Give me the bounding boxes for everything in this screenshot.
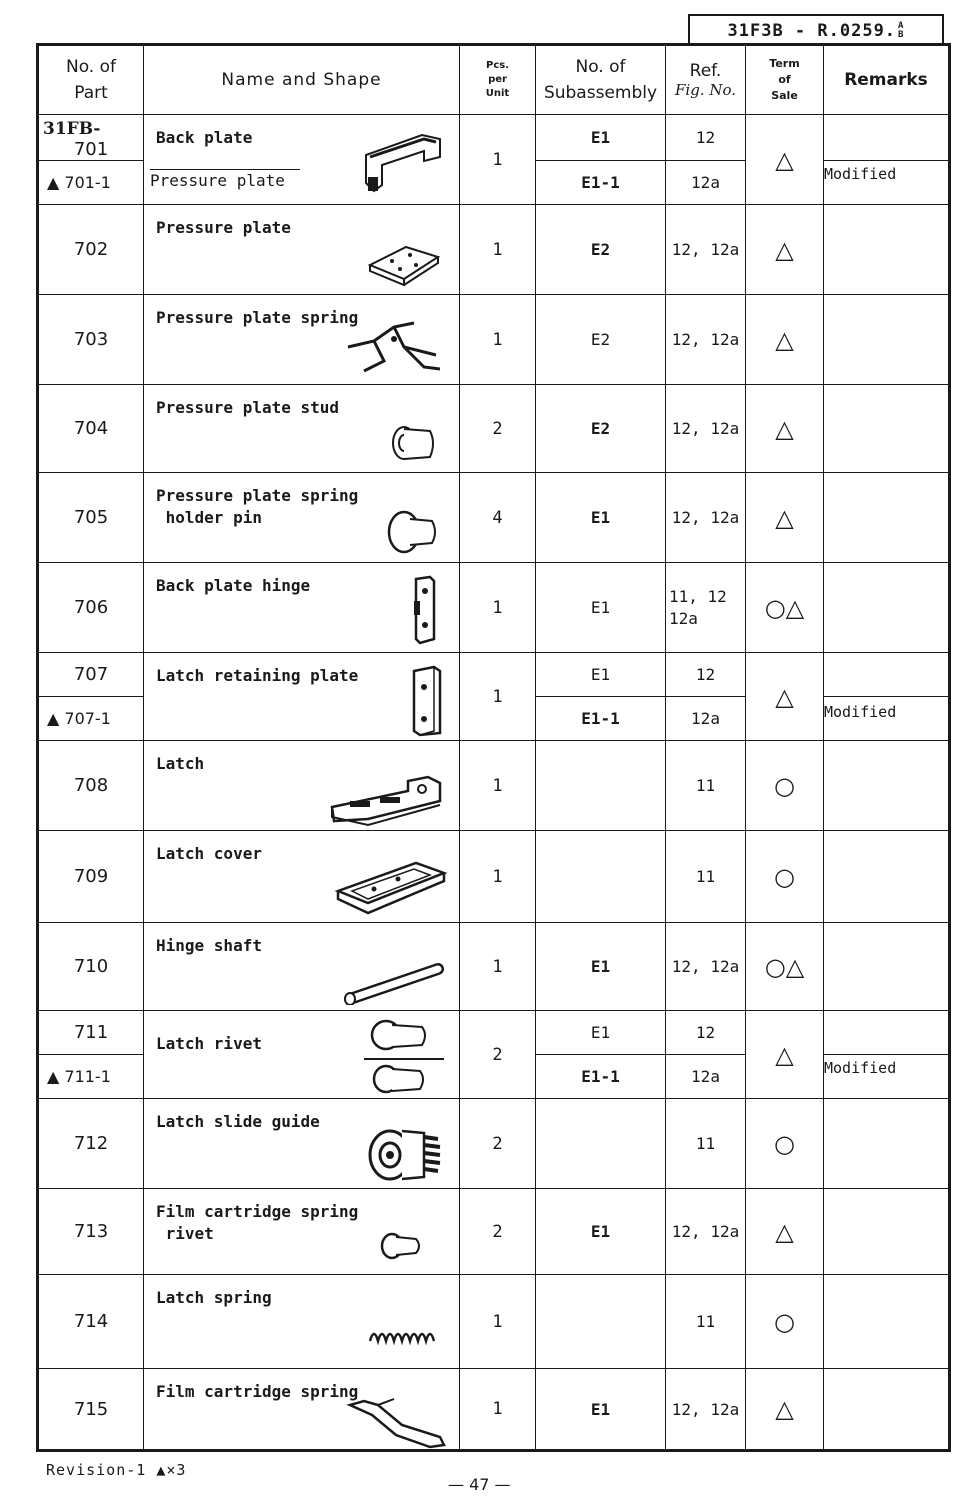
ref-fig: 11 [666,741,746,831]
part-name: Latch retaining plate [156,666,359,685]
part-number: 707 [38,653,144,697]
coil-spring-icon [368,1327,440,1347]
part-name: Latch [156,754,205,773]
part-name-cell [144,1189,460,1275]
pressure-plate-icon [366,243,442,287]
term-of-sale: △ [746,1189,824,1275]
pcs-per-unit: 1 [460,1275,536,1369]
subassembly [536,1099,666,1189]
table-row [38,1275,950,1369]
table-row [38,831,950,923]
remarks [824,653,950,697]
part-name: Latch rivet [156,1034,262,1053]
ref-fig: 11 [666,1099,746,1189]
term-of-sale: △ [746,653,824,741]
remarks [824,923,950,1011]
part-name-cell [144,205,460,295]
part-name-cell [144,295,460,385]
subassembly: E1 [536,1369,666,1451]
header-subassembly: No. of Subassembly [536,45,666,115]
part-number-revised: ▲ 711-1 [38,1055,144,1099]
latch-cover-icon [334,857,448,917]
pcs-per-unit: 1 [460,295,536,385]
part-number: 709 [38,831,144,923]
remarks [824,205,950,295]
table-row [38,1369,950,1451]
pcs-per-unit: 1 [460,205,536,295]
pcs-per-unit: 1 [460,741,536,831]
part-name-cell [144,1369,460,1451]
pcs-per-unit: 2 [460,1011,536,1099]
part-name-cell [144,653,460,741]
part-name: Film cartridge spring rivet [156,1202,359,1243]
part-number: 705 [38,473,144,563]
subassembly [536,741,666,831]
part-name: Pressure plate spring [156,308,359,327]
remarks [824,385,950,473]
back-plate-icon [360,125,444,195]
part-name-cell [144,1099,460,1189]
ref-fig: 12, 12a [666,923,746,1011]
cartridge-spring-icon [344,1395,448,1449]
pcs-per-unit: 2 [460,1189,536,1275]
shaft-icon [342,961,448,1005]
table-row [38,1011,950,1055]
term-of-sale: ○ [746,741,824,831]
remarks-revised: Modified [824,1055,950,1099]
term-of-sale: △ [746,115,824,205]
part-name: Latch cover [156,844,262,863]
pin-icon [386,509,440,555]
table-row [38,563,950,653]
part-number: 702 [38,205,144,295]
pcs-per-unit: 4 [460,473,536,563]
subassembly-revised: E1-1 [536,1055,666,1099]
header-ref: Ref. Fig. No. [666,45,746,115]
ref-fig: 12, 12a [666,295,746,385]
part-number: 714 [38,1275,144,1369]
term-of-sale: △ [746,385,824,473]
term-of-sale: △ [746,473,824,563]
part-name: Film cartridge spring [156,1382,359,1401]
ref-fig-revised: 12a [666,697,746,741]
remarks [824,831,950,923]
subassembly: E1 [536,1011,666,1055]
term-of-sale: △ [746,205,824,295]
ref-fig: 12, 12a [666,1189,746,1275]
stud-icon [390,423,438,463]
remarks [824,115,950,161]
ref-fig: 11 [666,831,746,923]
part-name-cell [144,741,460,831]
subassembly [536,1275,666,1369]
subassembly: E2 [536,385,666,473]
table-row [38,1099,950,1189]
subassembly: E1 [536,1189,666,1275]
ref-fig: 12, 12a [666,385,746,473]
revision-note: Revision-1 ▲×3 [46,1461,187,1479]
term-of-sale: △ [746,1011,824,1099]
part-name: Pressure plate [156,218,291,237]
header-name-shape: Name and Shape [144,45,460,115]
term-of-sale: ○ [746,1099,824,1189]
subassembly: E1 [536,653,666,697]
spring-icon [344,317,444,377]
table-row [38,923,950,1011]
ref-fig: 11, 12 12a [666,563,746,653]
slide-guide-icon [366,1121,444,1183]
part-name: Latch spring [156,1288,272,1307]
subassembly: E2 [536,205,666,295]
pcs-per-unit: 1 [460,831,536,923]
part-number: 713 [38,1189,144,1275]
term-of-sale: △ [746,295,824,385]
part-number: 31FB- 701 [38,115,144,161]
header-term: Term of Sale [746,45,824,115]
remarks [824,1099,950,1189]
part-number: 703 [38,295,144,385]
subassembly: E1 [536,473,666,563]
table-row [38,473,950,563]
part-number: 715 [38,1369,144,1451]
table-row [38,385,950,473]
part-name-cell [144,115,460,205]
remarks [824,473,950,563]
pcs-per-unit: 2 [460,1099,536,1189]
pcs-per-unit: 1 [460,563,536,653]
remarks [824,1011,950,1055]
pcs-per-unit: 1 [460,923,536,1011]
header-row [38,45,950,115]
small-rivet-icon [380,1231,424,1261]
part-name: Pressure plate spring holder pin [156,486,359,527]
page-number: — 47 — [448,1475,511,1494]
subassembly: E1 [536,563,666,653]
header-no-part: No. of Part [38,45,144,115]
term-of-sale: ○△ [746,923,824,1011]
part-number: 711 [38,1011,144,1055]
ref-fig: 12, 12a [666,205,746,295]
ref-fig: 12, 12a [666,1369,746,1451]
doc-code-superscript: A B [898,21,905,40]
part-name-cell [144,385,460,473]
remarks-revised: Modified [824,161,950,205]
header-remarks: Remarks [824,45,950,115]
subassembly: E2 [536,295,666,385]
pcs-per-unit: 2 [460,385,536,473]
term-of-sale: ○ [746,831,824,923]
subassembly: E1 [536,115,666,161]
part-number: 710 [38,923,144,1011]
retaining-plate-icon [410,663,444,737]
part-name-cell [144,563,460,653]
table-row [38,115,950,161]
term-of-sale: ○△ [746,563,824,653]
subassembly-revised: E1-1 [536,697,666,741]
doc-code: 31F3B - R.0259. [727,21,897,41]
pcs-per-unit: 1 [460,115,536,205]
ref-fig: 11 [666,1275,746,1369]
ref-fig: 12 [666,653,746,697]
subassembly [536,831,666,923]
remarks [824,1275,950,1369]
document-reference [688,14,944,46]
ref-fig: 12 [666,1011,746,1055]
remarks-revised: Modified [824,697,950,741]
ref-fig-revised: 12a [666,1055,746,1099]
term-of-sale: △ [746,1369,824,1451]
part-name-cell [144,923,460,1011]
remarks [824,1189,950,1275]
table-row [38,205,950,295]
part-name: Pressure plate stud [156,398,340,417]
remarks [824,563,950,653]
part-name-cell [144,1011,460,1099]
part-number-revised: ▲ 701-1 [38,161,144,205]
part-name: Hinge shaft [156,936,262,955]
part-name: Back plate [156,128,253,147]
part-name-cell [144,1275,460,1369]
term-of-sale: ○ [746,1275,824,1369]
part-name-alt: Pressure plate [150,171,285,190]
part-number: 712 [38,1099,144,1189]
pcs-per-unit: 1 [460,1369,536,1451]
part-name: Back plate hinge [156,576,311,595]
hinge-icon [410,573,440,645]
subassembly: E1 [536,923,666,1011]
ref-fig: 12 [666,115,746,161]
part-name-cell [144,473,460,563]
pcs-per-unit: 1 [460,653,536,741]
part-number: 708 [38,741,144,831]
table-row [38,741,950,831]
part-number: 706 [38,563,144,653]
part-name-cell [144,831,460,923]
rivet-icon [364,1017,444,1097]
ref-fig: 12, 12a [666,473,746,563]
remarks [824,741,950,831]
ref-fig-revised: 12a [666,161,746,205]
subassembly-revised: E1-1 [536,161,666,205]
remarks [824,295,950,385]
part-number-revised: ▲ 707-1 [38,697,144,741]
latch-icon [328,771,446,827]
table-row [38,295,950,385]
table-row [38,1189,950,1275]
part-name: Latch slide guide [156,1112,320,1131]
parts-table [36,43,951,1452]
header-pcs: Pcs. per Unit [460,45,536,115]
remarks [824,1369,950,1451]
table-row [38,653,950,697]
part-number: 704 [38,385,144,473]
